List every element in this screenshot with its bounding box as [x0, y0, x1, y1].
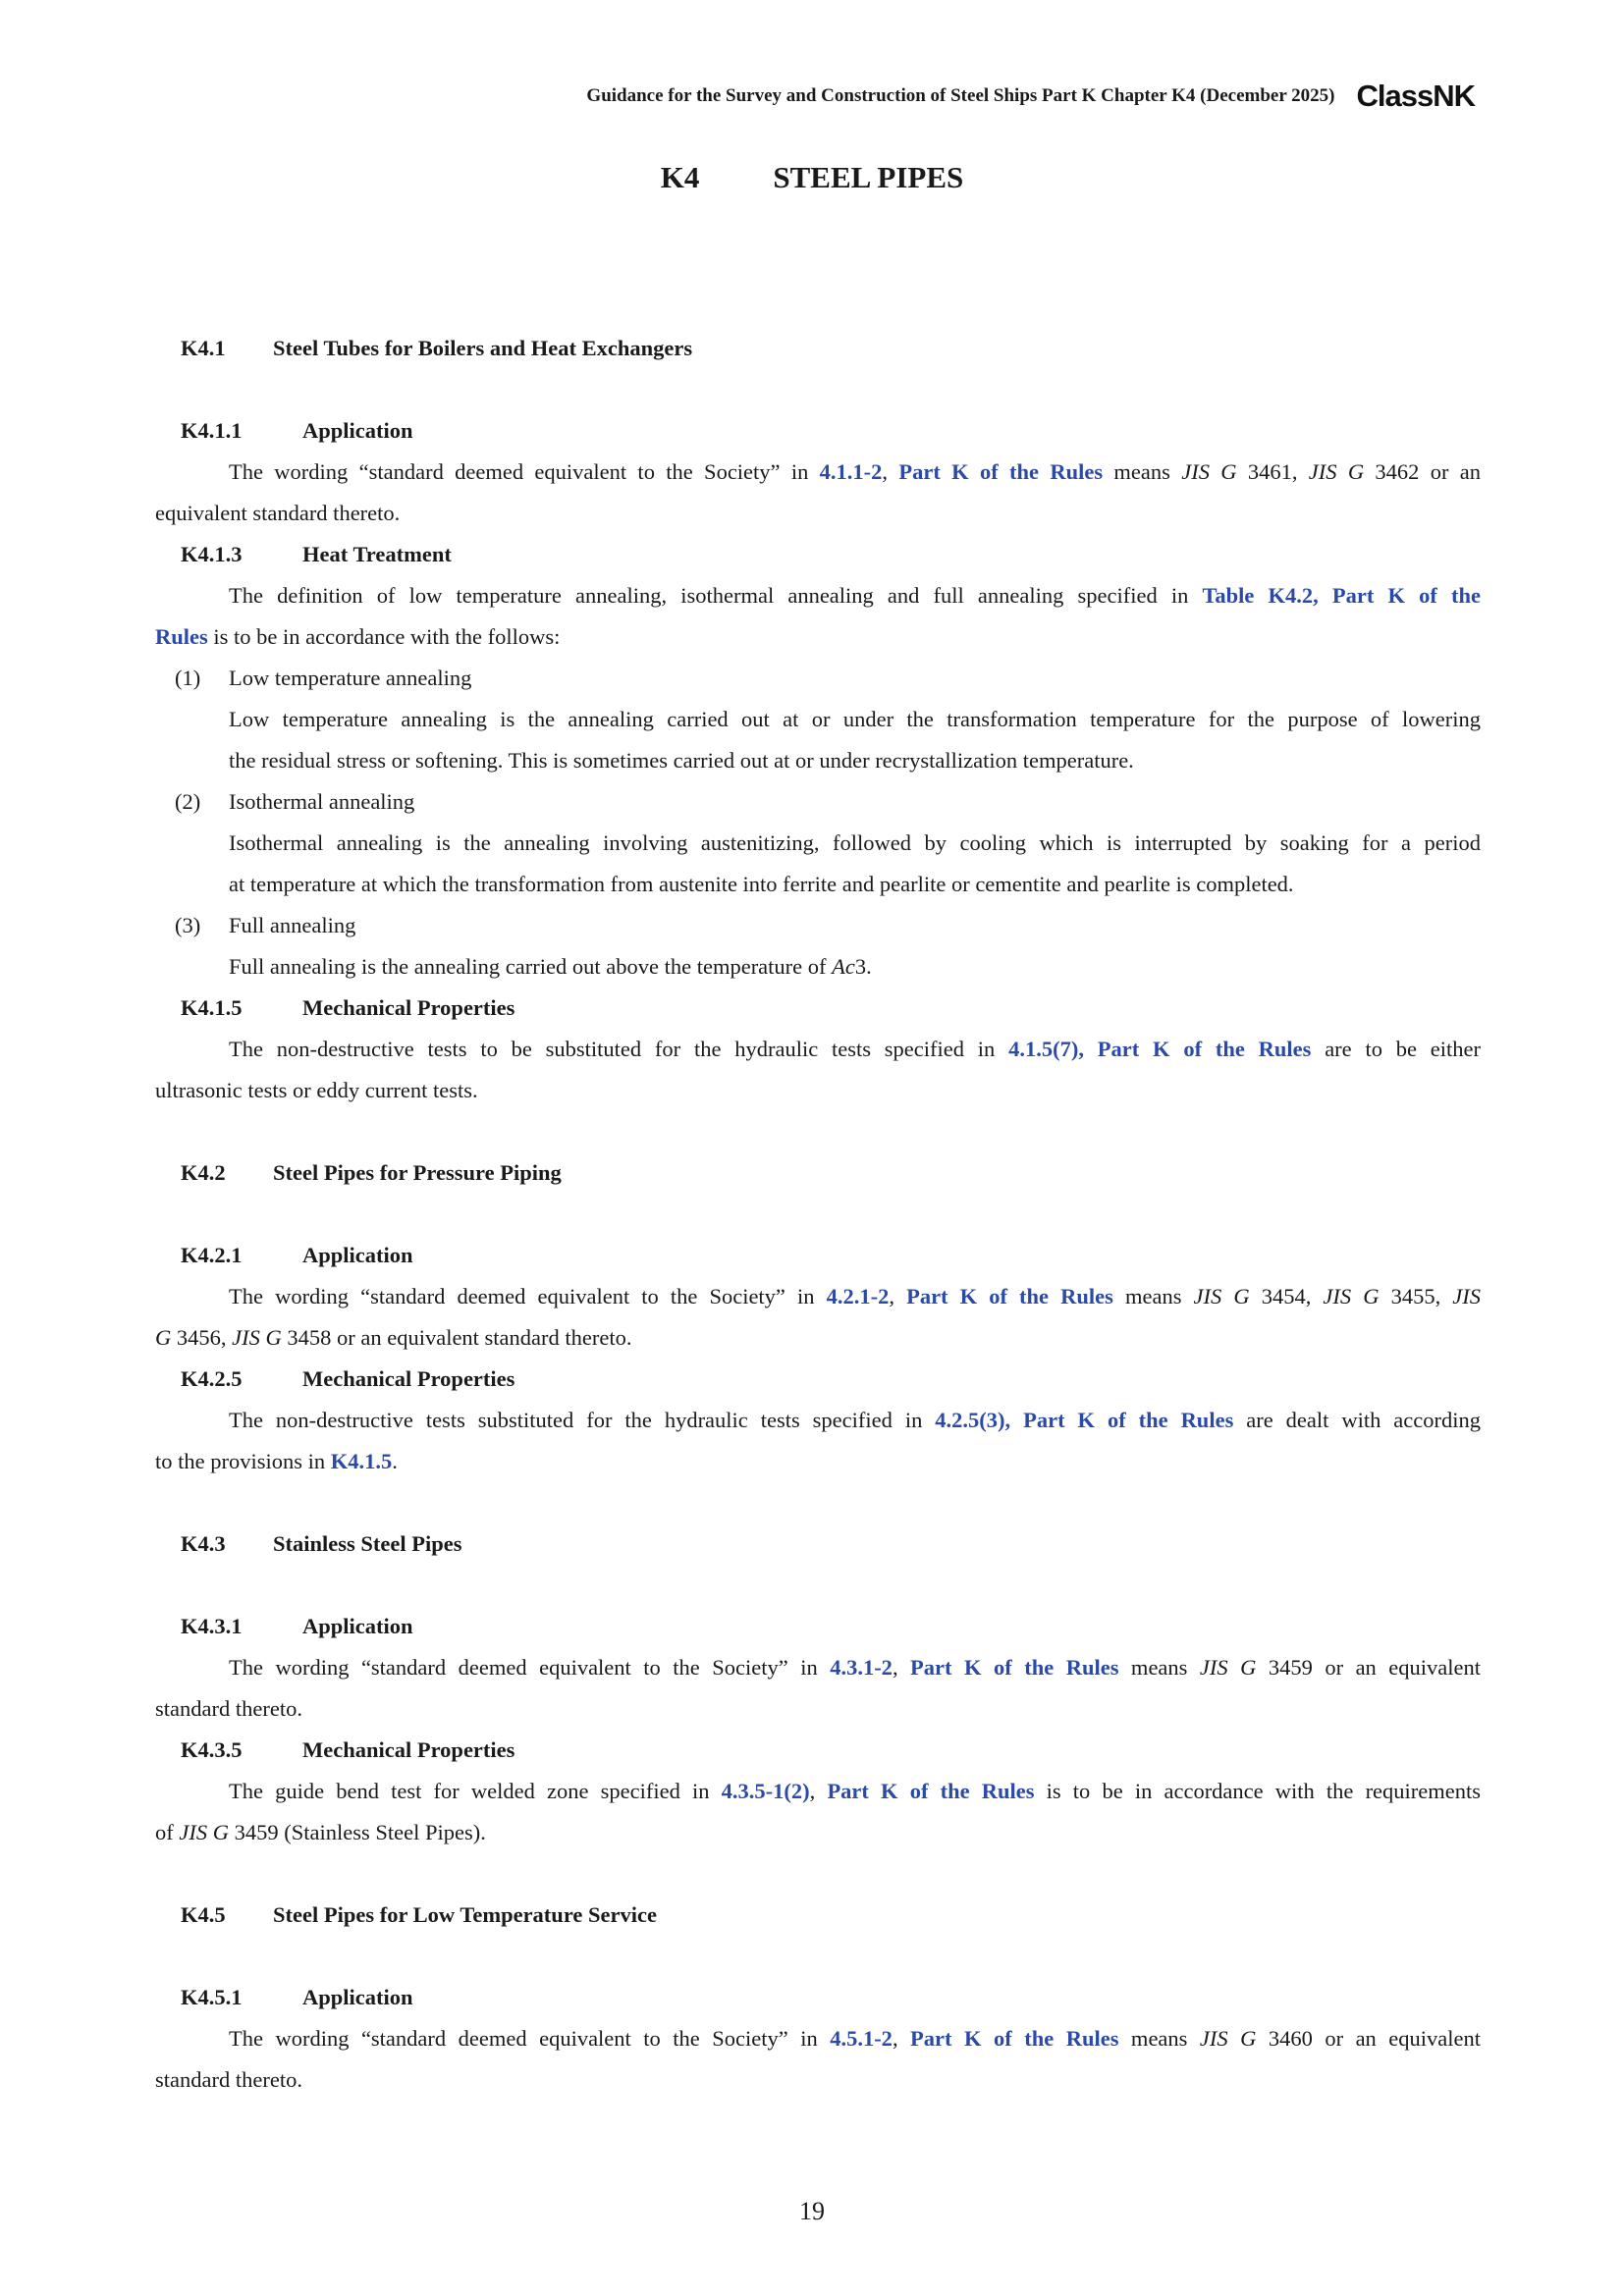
rule-reference-link[interactable]: 4.2.5(3), Part K of the Rules — [935, 1408, 1234, 1432]
section-title: Stainless Steel Pipes — [273, 1531, 462, 1556]
rule-reference-link[interactable]: Part K of the Rules — [906, 1284, 1113, 1308]
section-number: K4.3 — [181, 1531, 226, 1556]
paragraph-line: standard thereto. — [155, 2067, 302, 2092]
paragraph-line: The definition of low temperature annealing, isothermal annealing and full annealing specified in Table K4.2, Part K of the — [229, 583, 1482, 608]
paragraph-line: The wording “standard deemed equivalent to the Society” in 4.3.1-2, Part K of the Rules means JIS G 3459 or an equivalent — [229, 1655, 1482, 1680]
rule-reference-link[interactable]: Part K of the Rules — [910, 2026, 1119, 2051]
rule-reference-link[interactable]: 4.2.1-2 — [826, 1284, 890, 1308]
paragraph-line: The wording “standard deemed equivalent to the Society” in 4.5.1-2, Part K of the Rules means JIS G 3460 or an equivalent — [229, 2026, 1482, 2051]
guidance-reference-link[interactable]: K4.1.5 — [330, 1449, 393, 1473]
rule-reference-link[interactable]: 4.5.1-2 — [830, 2026, 893, 2051]
article-title: Heat Treatment — [302, 542, 452, 566]
rule-reference-link[interactable]: Part K of the Rules — [827, 1779, 1035, 1803]
paragraph-line: The wording “standard deemed equivalent to the Society” in 4.2.1-2, Part K of the Rules means JIS G 3454, JIS G 3455, JIS — [229, 1284, 1482, 1308]
article-title: Application — [302, 1614, 413, 1638]
chapter-name: STEEL PIPES — [773, 160, 964, 194]
paragraph-line: G 3456, JIS G 3458 or an equivalent standard thereto. — [155, 1325, 632, 1350]
paragraph-line: equivalent standard thereto. — [155, 501, 401, 525]
article-title: Mechanical Properties — [302, 1366, 515, 1391]
list-item-text: Full annealing is the annealing carried out above the temperature of Ac3. — [229, 954, 872, 979]
paragraph-line: Rules is to be in accordance with the follows: — [155, 624, 561, 649]
article-number: K4.3.5 — [181, 1737, 243, 1762]
article-number: K4.5.1 — [181, 1985, 243, 2009]
chapter-title — [0, 160, 1624, 195]
rule-reference-link[interactable]: 4.1.1-2 — [819, 459, 883, 484]
list-item-text: Low temperature annealing is the annealing carried out at or under the transformation temperature for the purpose of lowering — [229, 707, 1481, 731]
paragraph-line: of JIS G 3459 (Stainless Steel Pipes). — [155, 1820, 486, 1844]
paragraph-line: The non-destructive tests substituted for the hydraulic tests specified in 4.2.5(3), Part K of the Rules are dealt with according — [229, 1408, 1481, 1432]
rule-reference-link[interactable]: 4.3.5-1(2) — [721, 1779, 810, 1803]
article-number: K4.1.3 — [181, 542, 243, 566]
article-number: K4.2.1 — [181, 1243, 243, 1267]
article-title: Application — [302, 418, 413, 443]
paragraph-line: The wording “standard deemed equivalent to the Society” in 4.1.1-2, Part K of the Rules means JIS G 3461, JIS G 3462 or an — [229, 459, 1482, 484]
list-item-label: Low temperature annealing — [229, 666, 472, 690]
article-number: K4.1.1 — [181, 418, 243, 443]
paragraph-line: ultrasonic tests or eddy current tests. — [155, 1078, 478, 1102]
section-title: Steel Pipes for Pressure Piping — [273, 1160, 562, 1185]
page-number: 19 — [799, 2197, 825, 2225]
section-number: K4.1 — [181, 336, 226, 360]
list-marker: (1) — [175, 666, 201, 690]
article-title: Mechanical Properties — [302, 1737, 515, 1762]
rule-reference-link[interactable]: Part K of the Rules — [898, 459, 1104, 484]
section-title: Steel Tubes for Boilers and Heat Exchangers — [273, 336, 693, 360]
article-number: K4.1.5 — [181, 995, 243, 1020]
header-title: Guidance for the Survey and Construction of Steel Ships Part K Chapter K4 (December 2025) — [586, 85, 1335, 106]
section-number: K4.5 — [181, 1902, 226, 1927]
article-number: K4.3.1 — [181, 1614, 243, 1638]
paragraph-line: standard thereto. — [155, 1696, 302, 1721]
classnk-logo: ClassNK — [1356, 79, 1475, 113]
paragraph-line: to the provisions in K4.1.5. — [155, 1449, 398, 1473]
article-number: K4.2.5 — [181, 1366, 243, 1391]
list-item-text: at temperature at which the transformation from austenite into ferrite and pearlite or cementite and pearlite is completed. — [229, 872, 1294, 896]
list-item-text: the residual stress or softening. This is sometimes carried out at or under recrystallization temperature. — [229, 748, 1134, 773]
paragraph-line: The guide bend test for welded zone specified in 4.3.5-1(2), Part K of the Rules is to be in accordance with the requirements — [229, 1779, 1482, 1803]
rule-reference-link[interactable]: 4.1.5(7), Part K of the Rules — [1008, 1037, 1312, 1061]
list-item-label: Full annealing — [229, 913, 356, 937]
article-title: Application — [302, 1243, 413, 1267]
paragraph-line: The non-destructive tests to be substituted for the hydraulic tests specified in 4.1.5(7), Part K of the Rules are to be either — [229, 1037, 1482, 1061]
list-marker: (2) — [175, 789, 201, 814]
article-title: Mechanical Properties — [302, 995, 515, 1020]
section-number: K4.2 — [181, 1160, 226, 1185]
list-item-label: Isothermal annealing — [229, 789, 415, 814]
list-marker: (3) — [175, 913, 201, 937]
rule-reference-link[interactable]: 4.3.1-2 — [830, 1655, 893, 1680]
section-title: Steel Pipes for Low Temperature Service — [273, 1902, 657, 1927]
list-item-text: Isothermal annealing is the annealing involving austenitizing, followed by cooling which is interrupted by soaking for a period — [229, 830, 1481, 855]
article-title: Application — [302, 1985, 413, 2009]
chapter-number: K4 — [660, 160, 700, 194]
running-header — [0, 79, 1475, 114]
rule-reference-link[interactable]: Part K of the Rules — [910, 1655, 1119, 1680]
rule-reference-link[interactable]: Rules — [155, 624, 208, 649]
rule-reference-link[interactable]: Table K4.2, Part K of the — [1202, 583, 1482, 608]
